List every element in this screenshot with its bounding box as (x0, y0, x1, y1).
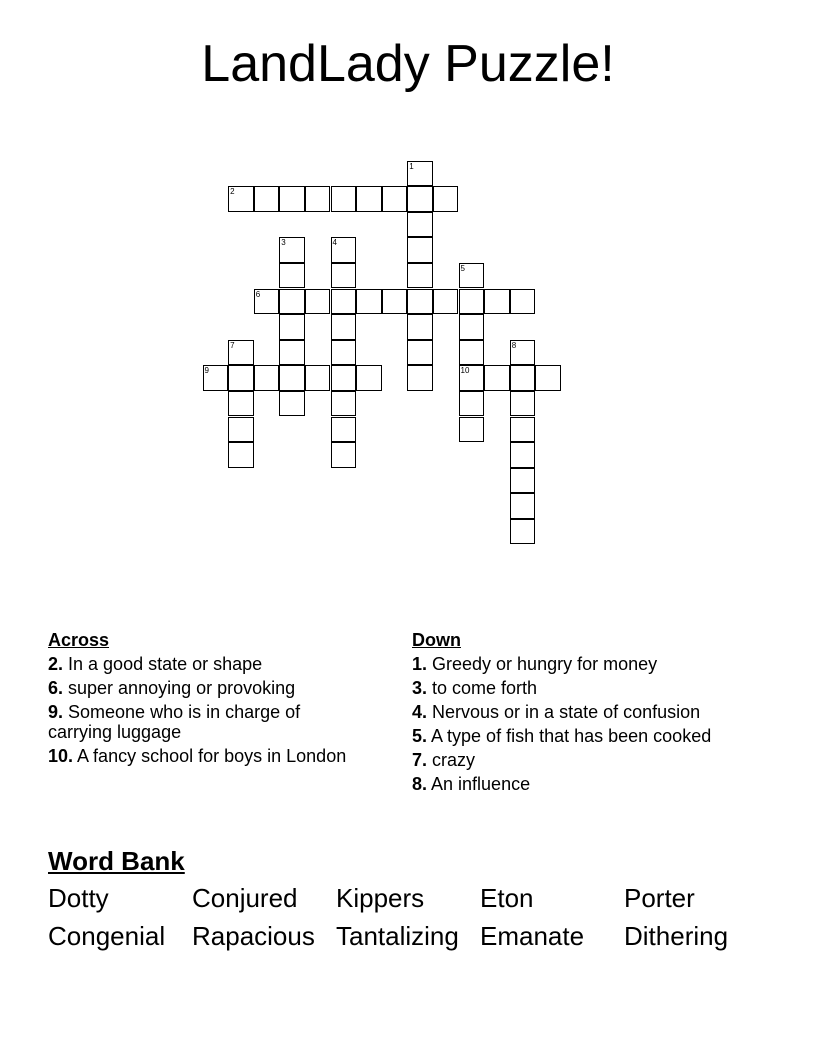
word-bank-word: Conjured (192, 883, 298, 913)
grid-cell[interactable] (484, 289, 510, 315)
grid-cell[interactable] (407, 340, 433, 366)
word-bank-word: Congenial (48, 921, 166, 951)
grid-cell[interactable] (228, 186, 254, 212)
cell-number: 1 (409, 161, 414, 171)
grid-cell[interactable] (279, 391, 305, 417)
grid-cell[interactable] (510, 468, 536, 494)
grid-cell[interactable] (305, 186, 331, 212)
grid-cell[interactable] (331, 289, 357, 315)
across-clues (48, 630, 348, 770)
cell-number: 8 (511, 340, 517, 350)
grid-cell[interactable] (356, 186, 382, 212)
grid-cell[interactable] (254, 186, 280, 212)
grid-cell[interactable] (407, 161, 433, 187)
word-bank-word: Dithering (624, 921, 729, 951)
grid-cell[interactable] (254, 289, 280, 315)
grid-cell[interactable] (305, 289, 331, 315)
clue-across-10 (48, 746, 348, 766)
clue-text: An influence (427, 774, 531, 794)
cell-number: 3 (281, 238, 286, 248)
clue-number: 2. (48, 654, 64, 674)
grid-cell[interactable] (459, 314, 485, 340)
clue-text: super annoying or provoking (63, 678, 296, 698)
grid-cell[interactable] (228, 365, 254, 391)
grid-cell[interactable] (407, 314, 433, 340)
grid-cell[interactable] (407, 263, 433, 289)
grid-cell[interactable] (407, 237, 433, 263)
grid-cell[interactable] (331, 263, 357, 289)
cell-number: 10 (460, 366, 470, 376)
grid-cell[interactable] (459, 263, 485, 289)
grid-cell[interactable] (228, 417, 254, 443)
cell-number: 2 (230, 187, 235, 197)
clue-number: 8. (412, 774, 428, 794)
cell-number: 9 (204, 366, 209, 376)
word-bank-word: Porter (624, 883, 695, 913)
clue-number: 1. (412, 654, 428, 674)
cell-number: 5 (460, 263, 465, 273)
grid-cell[interactable] (382, 289, 408, 315)
page-title: LandLady Puzzle! (201, 35, 615, 93)
word-bank-heading: Word Bank (48, 846, 185, 876)
grid-cell[interactable] (331, 391, 357, 417)
grid-cell[interactable] (510, 391, 536, 417)
clue-text: Someone who is in charge of carrying luggage (48, 702, 301, 742)
clue-down-4 (412, 702, 752, 722)
grid-cell[interactable] (254, 365, 280, 391)
word-bank-word: Tantalizing (336, 921, 459, 951)
clue-number: 7. (412, 750, 428, 770)
grid-cell[interactable] (407, 365, 433, 391)
clue-number: 9. (48, 702, 64, 722)
grid-cell[interactable] (331, 340, 357, 366)
grid-cell[interactable] (510, 365, 536, 391)
grid-cell[interactable] (382, 186, 408, 212)
grid-cell[interactable] (510, 442, 536, 468)
down-clues (412, 630, 752, 798)
grid-cell[interactable] (510, 417, 536, 443)
clue-number: 4. (412, 702, 428, 722)
grid-cell[interactable] (279, 186, 305, 212)
clue-text: A fancy school for boys in London (73, 746, 347, 766)
cell-number: 7 (230, 340, 235, 350)
grid-cell[interactable] (279, 289, 305, 315)
grid-cell[interactable] (279, 365, 305, 391)
clue-down-7 (412, 750, 752, 770)
grid-cell[interactable] (331, 365, 357, 391)
grid-cell[interactable] (305, 365, 331, 391)
grid-cell[interactable] (459, 365, 485, 391)
clue-down-1 (412, 654, 752, 674)
clue-text: Nervous or in a state of confusion (427, 702, 701, 722)
clue-text: to come forth (427, 678, 538, 698)
grid-cell[interactable] (356, 365, 382, 391)
word-bank-word: Eton (480, 883, 534, 913)
clue-down-3 (412, 678, 752, 698)
grid-cell[interactable] (279, 314, 305, 340)
grid-cell[interactable] (459, 289, 485, 315)
grid-cell[interactable] (331, 186, 357, 212)
grid-cell[interactable] (331, 314, 357, 340)
down-heading: Down (412, 630, 461, 650)
clue-across-6 (48, 678, 348, 698)
grid-cell[interactable] (459, 391, 485, 417)
grid-cell[interactable] (279, 340, 305, 366)
grid-cell[interactable] (356, 289, 382, 315)
clue-text: A type of fish that has been cooked (427, 726, 712, 746)
clue-number: 10. (48, 746, 74, 766)
grid-cell[interactable] (331, 417, 357, 443)
word-bank-word: Emanate (480, 921, 585, 951)
clue-across-2 (48, 654, 348, 674)
grid-cell[interactable] (331, 237, 357, 263)
grid-cell[interactable] (510, 289, 536, 315)
grid-cell[interactable] (510, 493, 536, 519)
grid-cell[interactable] (228, 391, 254, 417)
grid-cell[interactable] (459, 340, 485, 366)
clue-number: 5. (412, 726, 428, 746)
clue-down-8 (412, 774, 752, 794)
clue-number: 3. (412, 678, 428, 698)
clue-text: In a good state or shape (63, 654, 263, 674)
grid-cell[interactable] (433, 186, 459, 212)
clue-across-9 (48, 702, 348, 742)
grid-cell[interactable] (228, 340, 254, 366)
word-bank-word: Rapacious (192, 921, 315, 951)
grid-cell[interactable] (510, 340, 536, 366)
clue-number: 6. (48, 678, 64, 698)
cell-number: 4 (332, 238, 337, 248)
word-bank-word: Dotty (48, 883, 109, 913)
grid-cell[interactable] (228, 442, 254, 468)
grid-cell[interactable] (279, 237, 305, 263)
grid-cell[interactable] (407, 212, 433, 238)
grid-cell[interactable] (331, 442, 357, 468)
grid-cell[interactable] (407, 289, 433, 315)
word-bank (48, 883, 768, 951)
grid-cell[interactable] (459, 417, 485, 443)
cell-number: 6 (255, 289, 261, 299)
clue-down-5 (412, 726, 752, 746)
across-heading: Across (48, 630, 110, 650)
grid-cell[interactable] (203, 365, 229, 391)
grid-cell[interactable] (510, 519, 536, 545)
grid-cell[interactable] (433, 289, 459, 315)
grid-cell[interactable] (484, 365, 510, 391)
grid-cell[interactable] (279, 263, 305, 289)
grid-cell[interactable] (407, 186, 433, 212)
clue-text: crazy (427, 750, 476, 770)
grid-cell[interactable] (535, 365, 561, 391)
word-bank-word: Kippers (336, 883, 425, 913)
clue-text: Greedy or hungry for money (427, 654, 658, 674)
